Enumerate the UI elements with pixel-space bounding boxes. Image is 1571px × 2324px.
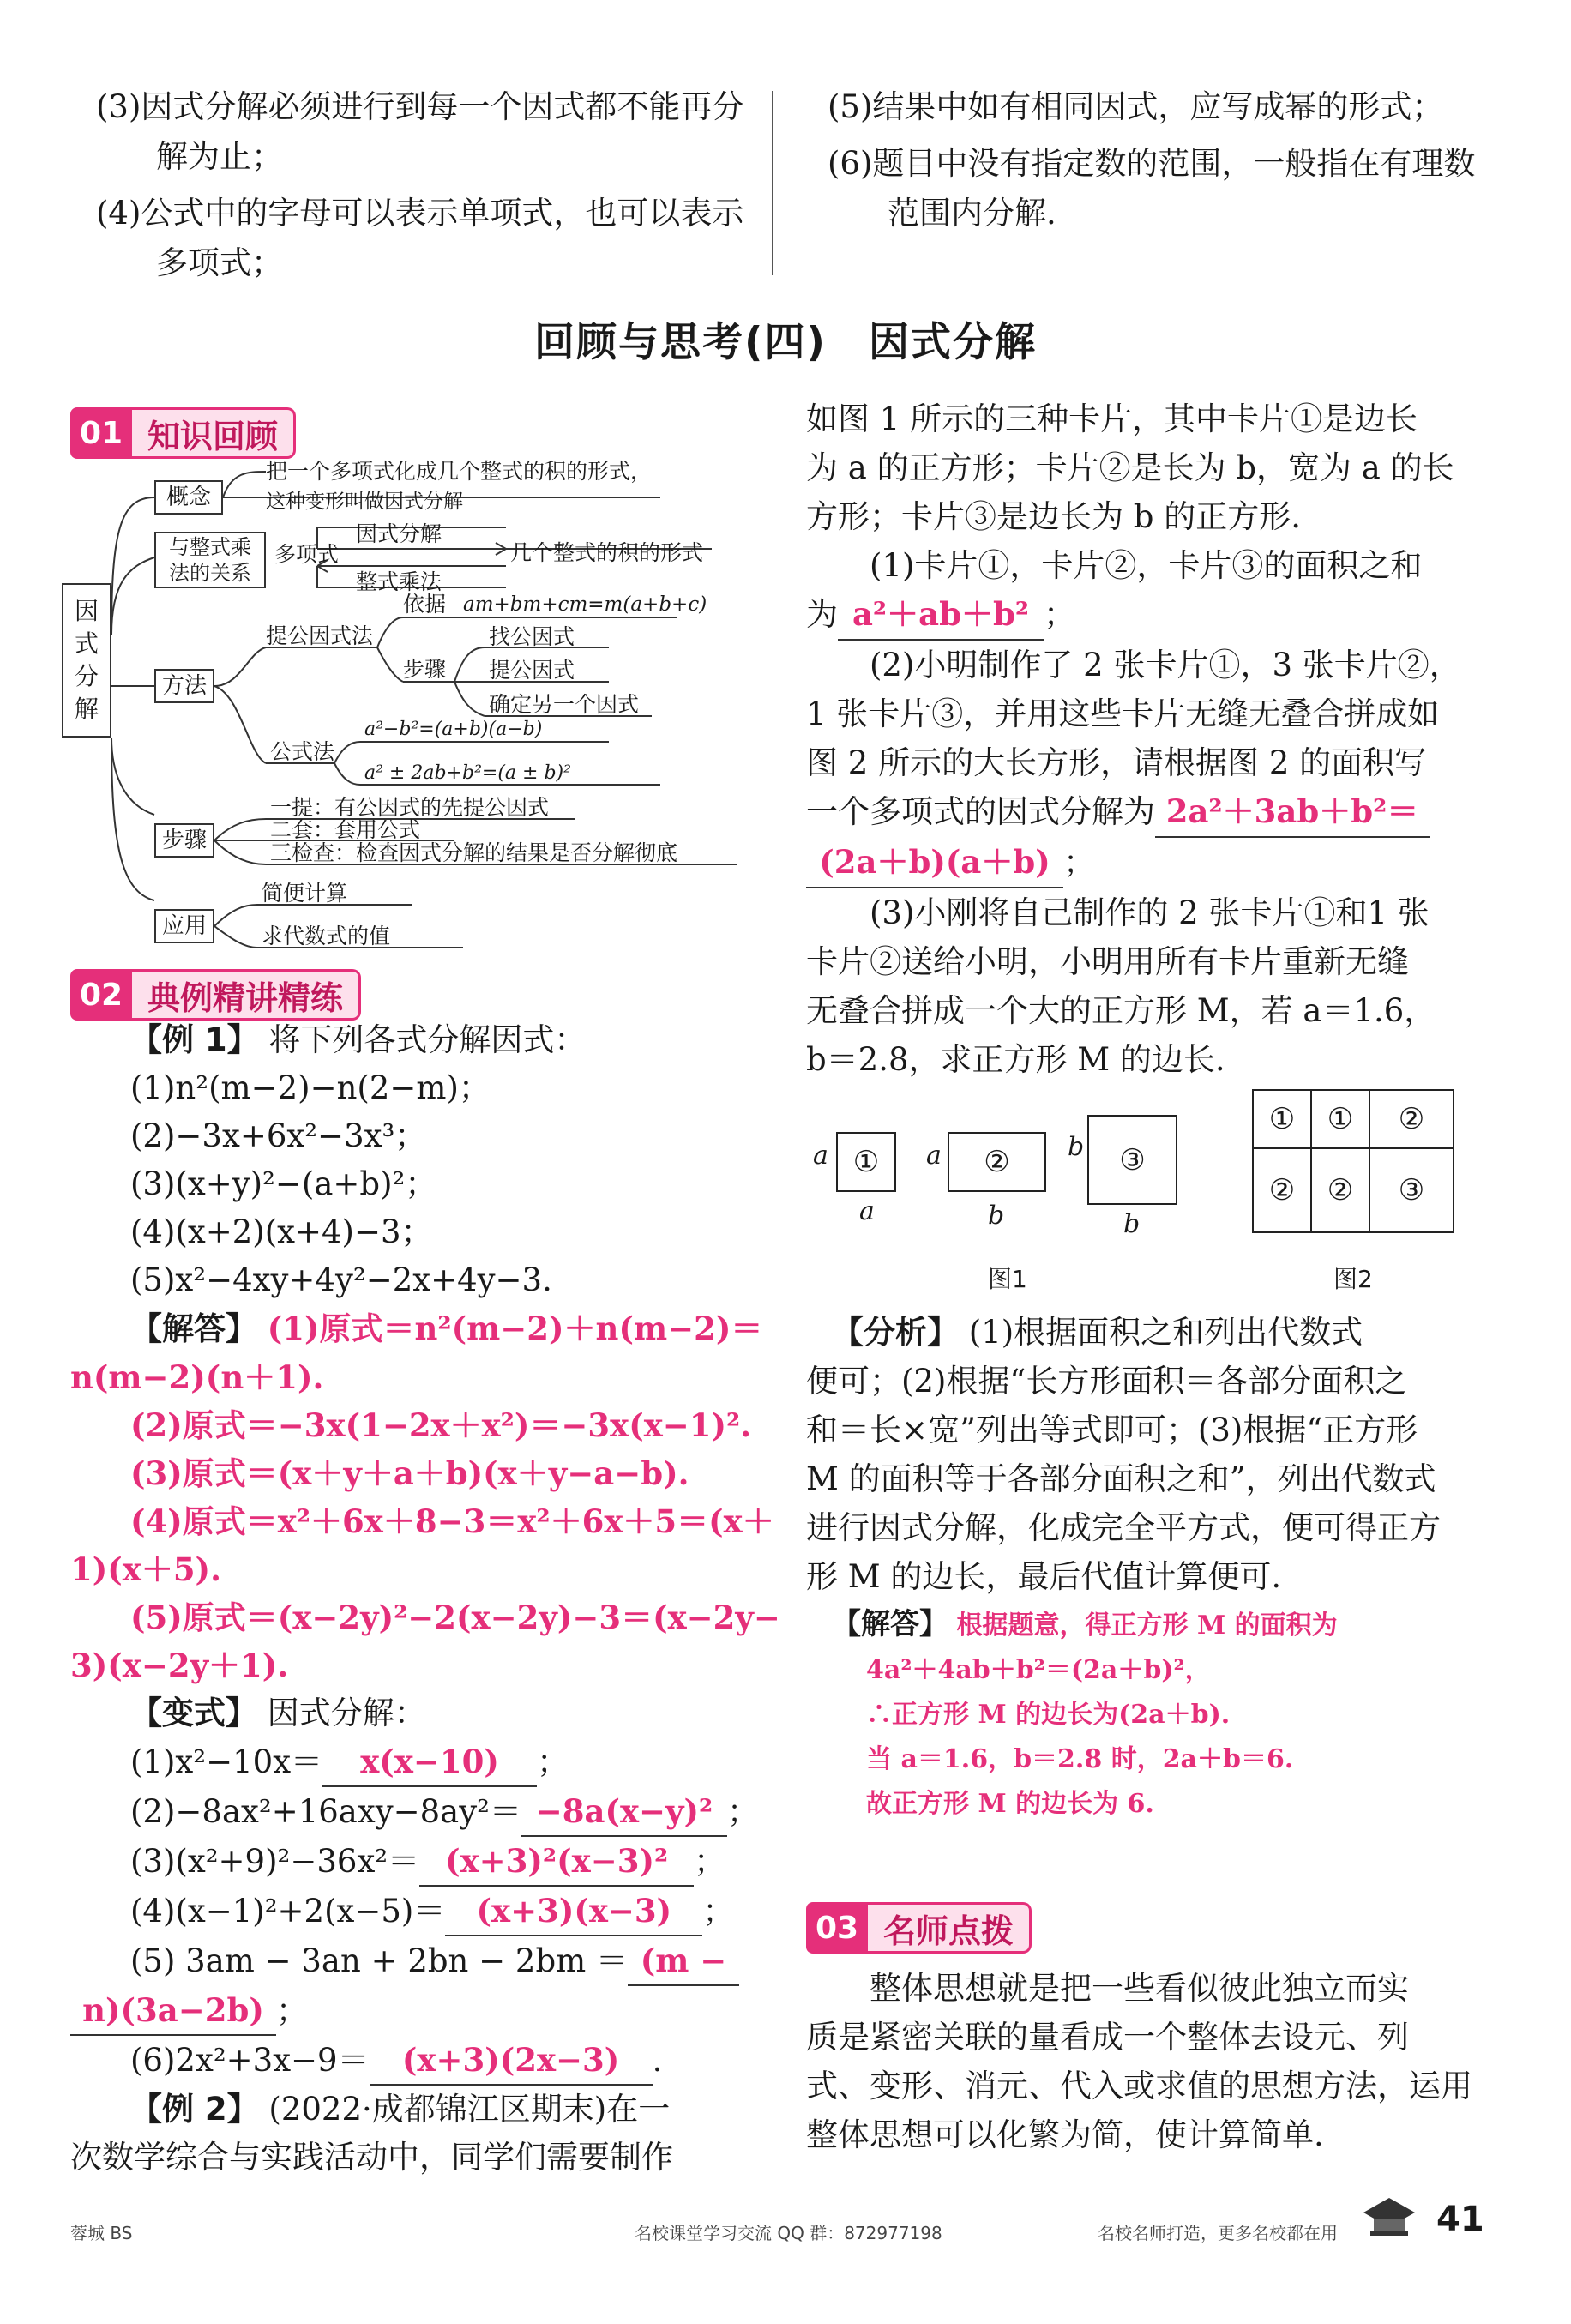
publisher-logo-icon — [1355, 2191, 1424, 2238]
formula-perfect-square: a² ± 2ab+b²=(a ± b)² — [364, 762, 571, 784]
concept-def-line1: 把一个多项式化成几个整式的积的形式， — [266, 459, 653, 484]
variant-5-cont: n)(3a−2b) ； — [70, 1986, 748, 2036]
answer-line: (5)原式＝(x−2y)²−2(x−2y)−3＝(x−2y− — [130, 1599, 780, 1636]
tip-line: 整体思想可以化繁为简，使计算简单. — [806, 2116, 1324, 2153]
fig1-label-b: b — [1123, 1209, 1141, 1239]
question-3-line: b＝2.8，求正方形 M 的边长. — [806, 1041, 1225, 1078]
variant-question: (3)(x²+9)²−36x²＝ — [130, 1843, 420, 1880]
answer-line: (1)原式＝n²(m−2)＋n(m−2)＝ — [267, 1310, 763, 1347]
example-1-answer — [70, 1304, 763, 1353]
fig2-card-3: ③ — [1369, 1147, 1454, 1233]
formula-diff-squares: a²−b²=(a+b)(a−b) — [364, 719, 543, 740]
card-2: ② — [948, 1132, 1046, 1192]
section-knowledge-review — [70, 407, 296, 459]
question-3: (3)小刚将自己制作的 2 张卡片①和1 张 — [870, 894, 1430, 931]
section-label: 知识回顾 — [132, 407, 296, 459]
example-1-tag: 【例 1】 — [130, 1021, 259, 1058]
step-extract: 提公因式 — [489, 658, 575, 683]
formula-method: 公式法 — [270, 739, 335, 764]
example-1-item: (5)x²−4xy+4y²−2x+4y−3. — [130, 1261, 552, 1298]
note-5: (5)结果中如有相同因式，应写成幂的形式； — [828, 88, 1444, 125]
fig2-card-1: ① — [1252, 1089, 1312, 1149]
variant-answer: n)(3a−2b) — [70, 1986, 276, 2036]
top-divider — [772, 91, 773, 275]
variant-answer: (x+3)²(x−3)² — [419, 1837, 694, 1887]
example-1-item: (2)−3x+6x²−3x³； — [130, 1117, 427, 1154]
fig1-label-b: b — [1068, 1132, 1085, 1162]
card-1: ① — [836, 1132, 896, 1192]
fig2-card-2: ② — [1310, 1147, 1370, 1233]
example-1-item: (1)n²(m−2)−n(2−m)； — [130, 1069, 491, 1106]
common-factor-method: 提公因式法 — [266, 623, 374, 648]
variant-text: 因式分解： — [267, 1695, 426, 1731]
mind-map — [60, 455, 746, 960]
variant-answer: (m − — [628, 1936, 739, 1986]
tip-line: 整体思想就是把一些看似彼此独立而实 — [870, 1970, 1409, 2007]
variant-stem — [70, 1689, 748, 1737]
solution-line: 当 a＝1.6，b＝2.8 时，2a＋b＝6. — [866, 1744, 1294, 1774]
variant-answer: (x+3)(x−3) — [445, 1887, 702, 1936]
example-2-text-line: 方形；卡片③是边长为 b 的正方形. — [806, 498, 1301, 535]
relation-right: 几个整式的积的形式 — [510, 540, 704, 565]
relation-top: 因式分解 — [356, 521, 442, 546]
relation-bottom: 整式乘法 — [356, 569, 442, 594]
footer-slogan: 名校名师打造，更多名校都在用 — [1098, 2223, 1338, 2243]
section-number: 01 — [70, 407, 132, 459]
basis-formula: am+bm+cm=m(a+b+c) — [463, 593, 707, 616]
analysis-block — [806, 1308, 1492, 1601]
question-3-line: 无叠合拼成一个大的正方形 M，若 a＝1.6， — [806, 992, 1436, 1029]
left-column — [70, 1016, 780, 2182]
fig2-card-1: ① — [1310, 1089, 1370, 1149]
app-simple-calc: 简便计算 — [262, 881, 348, 906]
step-find: 找公因式 — [489, 624, 575, 649]
steps-word: 步骤 — [403, 657, 447, 682]
analysis-line: 便可；(2)根据“长方形面积＝各部分面积之 — [806, 1363, 1407, 1400]
variant-question: (1)x²−10x＝ — [130, 1743, 323, 1780]
section-number: 02 — [70, 969, 132, 1021]
solution-line: ∴正方形 M 的边长为(2a＋b). — [866, 1700, 1231, 1730]
section-teacher-tips — [806, 1902, 1032, 1954]
variant-4: (4)(x−1)²+2(x−5)＝ (x+3)(x−3) ； — [70, 1887, 748, 1936]
note-3: (3)因式分解必须进行到每一个因式都不能再分解为止； — [96, 88, 744, 175]
variant-3: (3)(x²+9)²−36x²＝ (x+3)²(x−3)² ； — [70, 1837, 748, 1887]
analysis-line: 进行因式分解，化成完全平方式，便可得正方 — [806, 1509, 1441, 1546]
concept-def-line2: 这种变形叫做因式分解 — [266, 491, 463, 513]
variant-question: (4)(x−1)²+2(x−5)＝ — [130, 1893, 446, 1930]
question-3-line: 卡片②送给小明，小明用所有卡片重新无缝 — [806, 943, 1409, 980]
section-label: 典例精讲精练 — [132, 969, 361, 1021]
question-1: (1)卡片①，卡片②，卡片③的面积之和 — [870, 547, 1423, 584]
analysis-line: 形 M 的边长，最后代值计算便可. — [806, 1558, 1282, 1595]
variant-question: (5) 3am − 3an + 2bn − 2bm ＝ — [130, 1942, 628, 1979]
right-column — [806, 394, 1492, 1084]
mind-method: 方法 — [154, 669, 214, 703]
variant-5 — [70, 1936, 748, 1986]
solution-tag: 【解答】 — [832, 1607, 948, 1641]
step-determine: 确定另一个因式 — [489, 692, 640, 717]
note-6: (6)题目中没有指定数的范围，一般指在有理数范围内分解. — [828, 145, 1476, 232]
question-1-answer: a²＋ab＋b² — [838, 590, 1044, 641]
mind-concept: 概念 — [154, 480, 223, 515]
analysis-line: M 的面积等于各部分面积之和”，列出代数式 — [806, 1460, 1436, 1497]
solution-line: 故正方形 M 的边长为 6. — [866, 1789, 1154, 1819]
relation-left: 多项式 — [274, 542, 340, 567]
card-3: ③ — [1087, 1115, 1177, 1205]
fig1-label-a: a — [859, 1196, 875, 1226]
variant-answer: (x+3)(2x−3) — [370, 2036, 653, 2086]
solution-text: 根据题意，得正方形 M 的面积为 — [956, 1611, 1338, 1641]
example-1-item: (4)(x+2)(x+4)−3； — [130, 1213, 433, 1250]
analysis-line: 和＝长×宽”列出等式即可；(3)根据“正方形 — [806, 1412, 1418, 1448]
fig1-label-a: a — [813, 1141, 828, 1171]
figure-2-caption: 图2 — [1333, 1265, 1373, 1293]
answer-tag: 【解答】 — [130, 1310, 257, 1347]
variant-question: (2)−8ax²+16axy−8ay²＝ — [130, 1793, 521, 1830]
step-two: 二套：套用公式 — [270, 817, 421, 842]
answer-line: n(m−2)(n＋1). — [70, 1358, 324, 1396]
footer-qq-group: 名校课堂学习交流 QQ 群：872977198 — [635, 2223, 942, 2243]
question-2-blank — [806, 787, 1492, 838]
note-4: (4)公式中的字母可以表示单项式，也可以表示多项式； — [96, 195, 744, 281]
variant-1: (1)x²−10x＝ x(x−10) ； — [70, 1737, 748, 1787]
question-2-prefix: 一个多项式的因式分解为 — [806, 793, 1155, 830]
tip-block — [806, 1964, 1492, 2159]
question-1-blank: 为 a²＋ab＋b² ； — [806, 590, 1492, 641]
basis-label: 依据 — [403, 592, 447, 617]
mind-root: 因式分解 — [62, 583, 111, 738]
question-2-blank-cont: (2a＋b)(a＋b) ； — [806, 838, 1492, 888]
answer-line: 1)(x＋5). — [70, 1550, 221, 1588]
question-2: (2)小明制作了 2 张卡片①，3 张卡片②， — [870, 647, 1461, 683]
solution-block — [806, 1602, 1492, 1827]
page-title: 回顾与思考(四) 因式分解 — [534, 319, 1037, 366]
example-2-text-line: 为 a 的正方形；卡片②是长为 b，宽为 a 的长 — [806, 449, 1454, 486]
variant-6: (6)2x²+3x−9＝ (x+3)(2x−3) . — [70, 2036, 748, 2086]
mind-steps: 步骤 — [154, 823, 214, 858]
example-1-stem — [70, 1016, 748, 1064]
question-2-line: 图 2 所示的大长方形，请根据图 2 的面积写 — [806, 744, 1427, 781]
example-2-text-line: 如图 1 所示的三种卡片，其中卡片①是边长 — [806, 400, 1418, 437]
top-right-notes — [828, 82, 1488, 245]
variant-tag: 【变式】 — [130, 1695, 257, 1731]
fig1-label-b: b — [988, 1201, 1005, 1231]
example-1-item: (3)(x+y)²−(a+b)²； — [130, 1165, 437, 1202]
footer-edition: 蓉城 BS — [70, 2223, 133, 2243]
answer-line: (3)原式＝(x＋y＋a＋b)(x＋y−a−b). — [130, 1454, 689, 1492]
app-evaluate: 求代数式的值 — [262, 924, 391, 948]
fig1-label-a: a — [926, 1141, 942, 1171]
answer-line: 3)(x−2y＋1). — [70, 1647, 289, 1684]
analysis-text: (1)根据面积之和列出代数式 — [968, 1314, 1363, 1351]
fig2-card-2: ② — [1252, 1147, 1312, 1233]
variant-answer: x(x−10) — [322, 1737, 537, 1787]
answer-line: (2)原式＝−3x(1−2x＋x²)＝−3x(x−1)². — [130, 1406, 752, 1444]
solution-line: 4a²＋4ab＋b²＝(2a＋b)²， — [866, 1655, 1211, 1685]
step-one: 一提：有公因式的先提公因式 — [270, 795, 550, 820]
variant-2: (2)−8ax²+16axy−8ay²＝ −8a(x−y)² ； — [70, 1787, 748, 1837]
figure-1-caption: 图1 — [988, 1265, 1027, 1293]
example-1-text: 将下列各式分解因式： — [268, 1021, 587, 1058]
section-examples — [70, 969, 361, 1021]
tip-line: 质是紧密关联的量看成一个整体去设元、列 — [806, 2019, 1409, 2056]
page-number: 41 — [1436, 2200, 1484, 2239]
solution-line — [806, 1602, 1492, 1648]
example-2-stem — [70, 2086, 748, 2134]
top-left-notes — [96, 82, 748, 295]
variant-answer: −8a(x−y)² — [521, 1787, 727, 1837]
question-2-answer: 2a²＋3ab＋b²＝ — [1155, 787, 1430, 838]
step-three: 三检查：检查因式分解的结果是否分解彻底 — [270, 840, 678, 865]
answer-line: (4)原式＝x²＋6x＋8−3＝x²＋6x＋5＝(x＋ — [130, 1502, 774, 1540]
section-label: 名师点拨 — [868, 1902, 1032, 1954]
mind-application: 应用 — [154, 909, 214, 943]
question-2-line: 1 张卡片③，并用这些卡片无缝无叠合拼成如 — [806, 695, 1440, 732]
figures — [806, 1089, 1492, 1303]
question-1-prefix: 为 — [806, 596, 838, 633]
mind-relation: 与整式乘法的关系 — [154, 532, 266, 588]
analysis-tag: 【分析】 — [832, 1314, 959, 1351]
example-2-tag: 【例 2】 — [130, 2091, 259, 2128]
example-2-text: (2022·成都锦江区期末)在一 — [268, 2091, 671, 2128]
fig2-card-2: ② — [1369, 1089, 1454, 1149]
section-number: 03 — [806, 1902, 868, 1954]
variant-question: (6)2x²+3x−9＝ — [130, 2042, 370, 2079]
analysis-line — [806, 1308, 1492, 1357]
tip-line: 式、变形、消元、代入或求值的思想方法，运用 — [806, 2068, 1472, 2104]
question-2-answer: (2a＋b)(a＋b) — [806, 838, 1063, 888]
example-2-text-line: 次数学综合与实践活动中，同学们需要制作 — [70, 2139, 673, 2176]
